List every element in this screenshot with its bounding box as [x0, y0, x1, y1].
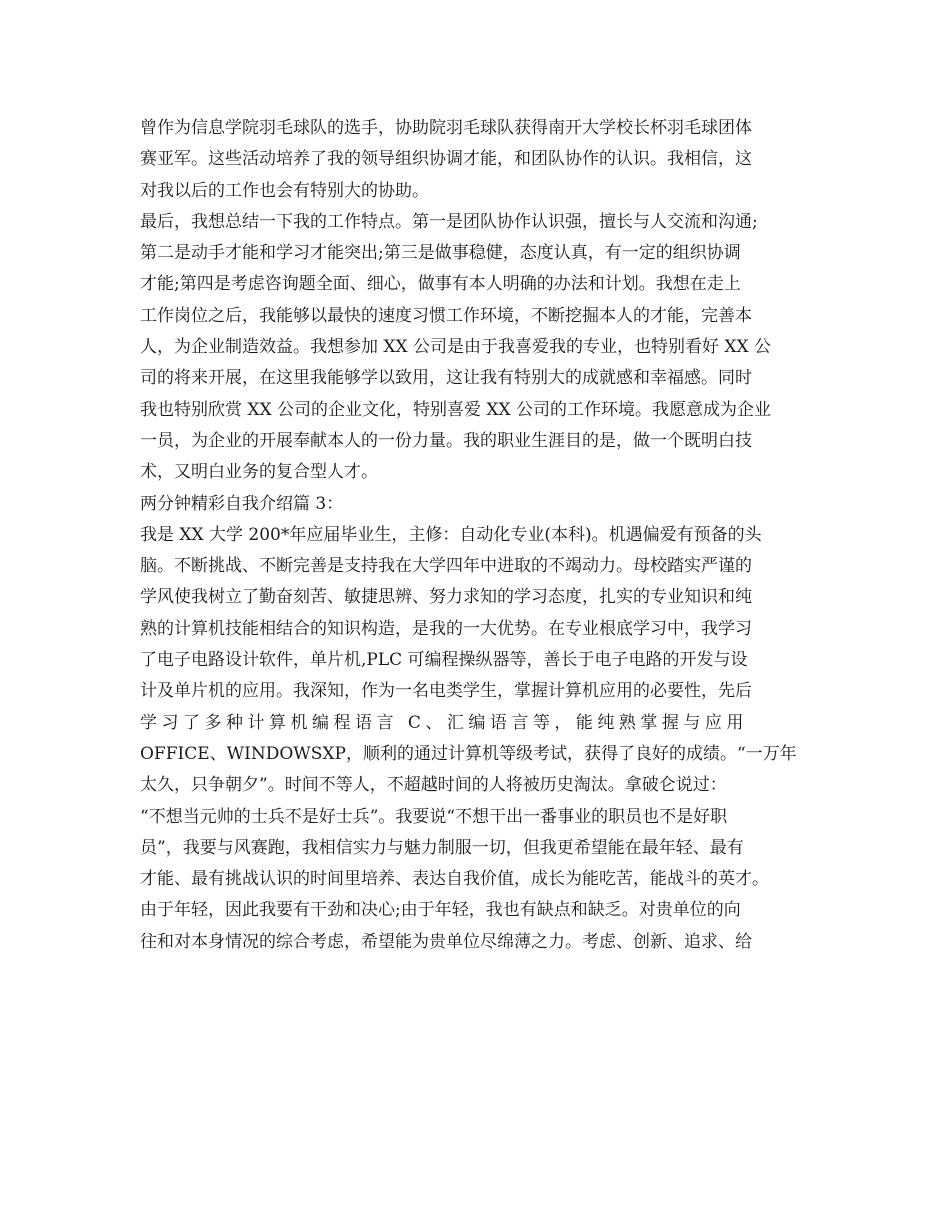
text-line: 对我以后的工作也会有特别大的协助。	[140, 180, 429, 201]
text-line: “不想当元帅的士兵不是好士兵”。我要说“不想干出一番事业的职员也不是好职	[140, 806, 728, 827]
text-line: 学风使我树立了勤奋刻苦、敏捷思辨、努力求知的学习态度，扎实的专业知识和纯	[140, 587, 752, 608]
text-line: 我是 XX 大学 200*年应届毕业生，主修：自动化专业(本科)。机遇偏爱有预备的头	[140, 524, 762, 545]
text-line: 熟的计算机技能相结合的知识构造，是我的一大优势。在专业根底学习中，我学习	[140, 618, 752, 639]
text-line: 术，又明白业务的复合型人才。	[140, 462, 378, 483]
text-line: 才能;第四是考虑咨询题全面、细心，做事有本人明确的办法和计划。我想在走上	[140, 274, 741, 295]
text-line: 一员，为企业的开展奉献本人的一份力量。我的职业生涯目的是，做一个既明白技	[140, 430, 752, 451]
text-line: 人，为企业制造效益。我想参加 XX 公司是由于我喜爱我的专业，也特别看好 XX 公	[140, 337, 772, 358]
text-line: 了电子电路设计软件，单片机,PLC 可编程操纵器等，善长于电子电路的开发与设	[140, 650, 748, 671]
text-line: 最后，我想总结一下我的工作特点。第一是团队协作认识强，擅长与人交流和沟通;	[140, 211, 758, 232]
text-line: 司的将来开展，在这里我能够学以致用，这让我有特别大的成就感和幸福感。同时	[140, 368, 752, 389]
text-line: 才能、最有挑战认识的时间里培养、表达自我价值，成长为能吃苦，能战斗的英才。	[140, 869, 769, 890]
text-line: 脑。不断挑战、不断完善是支持我在大学四年中进取的不竭动力。母校踏实严谨的	[140, 556, 752, 577]
text-line: OFFICE、WINDOWSXP，顺利的通过计算机等级考试，获得了良好的成绩。“一万年	[140, 743, 797, 764]
text-line: 第二是动手才能和学习才能突出;第三是做事稳健，态度认真，有一定的组织协调	[140, 243, 741, 264]
section-heading: 两分钟精彩自我介绍篇 3：	[140, 493, 344, 514]
text-line: 我也特别欣赏 XX 公司的企业文化，特别喜爱 XX 公司的工作环境。我愿意成为企业	[140, 399, 772, 420]
text-line: 计及单片机的应用。我深知，作为一名电类学生，掌握计算机应用的必要性，先后	[140, 681, 752, 702]
text-line: 员”，我要与风赛跑，我相信实力与魅力制服一切，但我更希望能在最年轻、最有	[140, 837, 744, 858]
document-body	[140, 113, 815, 958]
text-line: 太久，只争朝夕”。时间不等人，不超越时间的人将被历史淘汰。拿破仑说过：	[140, 775, 727, 796]
text-line: 学习了多种计算机编程语言 C、汇编语言等，能纯熟掌握与应用	[140, 712, 748, 733]
text-line: 往和对本身情况的综合考虑，希望能为贵单位尽绵薄之力。考虑、创新、追求、给	[140, 931, 752, 952]
text-line: 曾作为信息学院羽毛球队的选手，协助院羽毛球队获得南开大学校长杯羽毛球团体	[140, 118, 752, 138]
text-line: 赛亚军。这些活动培养了我的领导组织协调才能，和团队协作的认识。我相信，这	[140, 149, 752, 170]
text-line: 由于年轻，因此我要有干劲和决心;由于年轻，我也有缺点和缺乏。对贵单位的向	[140, 900, 741, 921]
text-line: 工作岗位之后，我能够以最快的速度习惯工作环境，不断挖掘本人的才能，完善本	[140, 305, 752, 326]
